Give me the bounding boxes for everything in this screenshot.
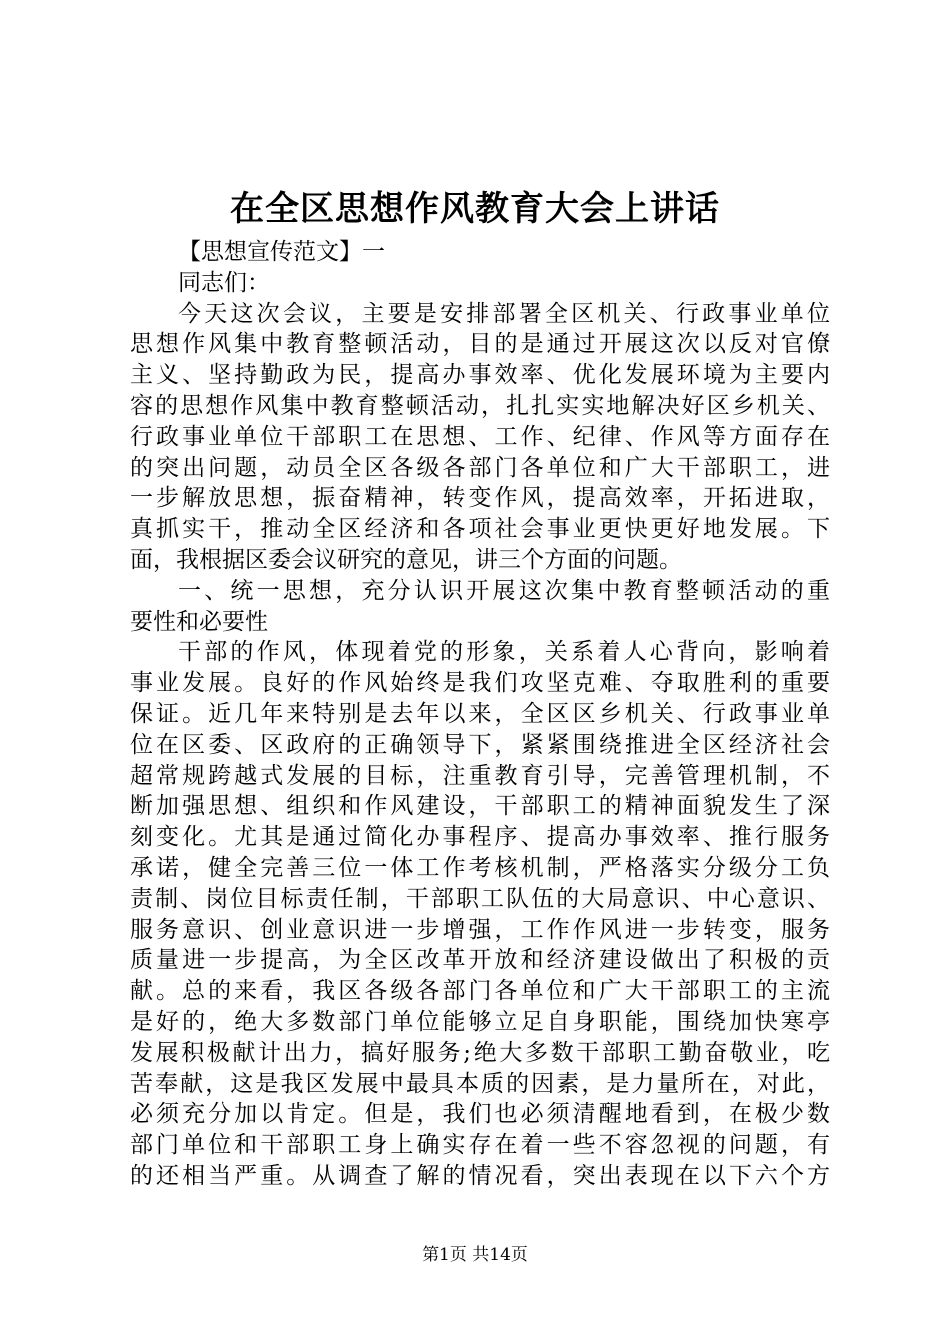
body-line: 超常规跨越式发展的目标，注重教育引导，完善管理机制，不: [130, 762, 830, 789]
body-line: 献。总的来看，我区各级各部门各单位和广大干部职工的主流: [130, 978, 830, 1005]
body-line: 的突出问题，动员全区各级各部门各单位和广大干部职工，进: [130, 454, 830, 481]
body-line: 行政事业单位干部职工在思想、工作、纪律、作风等方面存在: [130, 423, 830, 450]
body-line: 是好的，绝大多数部门单位能够立足自身职能，围绕加快寒亭: [130, 1008, 830, 1035]
body-line: 服务意识、创业意识进一步增强，工作作风进一步转变，服务: [130, 916, 830, 943]
body-line: 今天这次会议，主要是安排部署全区机关、行政事业单位: [178, 300, 830, 327]
body-line: 【思想宣传范文】一: [178, 239, 385, 265]
document-title: 在全区思想作风教育大会上讲话: [230, 189, 720, 229]
body-line: 主义、坚持勤政为民，提高办事效率、优化发展环境为主要内: [130, 362, 830, 389]
body-line: 保证。近几年来特别是去年以来，全区区乡机关、行政事业单: [130, 700, 830, 727]
body-line: 承诺，健全完善三位一体工作考核机制，严格落实分级分工负: [130, 854, 830, 881]
body-line: 面，我根据区委会议研究的意见，讲三个方面的问题。: [130, 546, 682, 573]
body-line: 质量进一步提高，为全区改革开放和经济建设做出了积极的贡: [130, 947, 830, 974]
body-line: 发展积极献计出力，搞好服务;绝大多数干部职工勤奋敬业，吃: [130, 1039, 830, 1066]
body-line: 一步解放思想，振奋精神，转变作风，提高效率，开拓进取，: [130, 485, 830, 512]
body-line: 真抓实干，推动全区经济和各项社会事业更快更好地发展。下: [130, 516, 830, 543]
body-line: 苦奉献，这是我区发展中最具本质的因素，是力量所在，对此，: [130, 1070, 830, 1097]
body-line: 责制、岗位目标责任制，干部职工队伍的大局意识、中心意识、: [130, 885, 830, 912]
body-line: 刻变化。尤其是通过简化办事程序、提高办事效率、推行服务: [130, 824, 830, 851]
body-line: 思想作风集中教育整顿活动，目的是通过开展这次以反对官僚: [130, 331, 830, 358]
document-body: [130, 237, 830, 1192]
body-line: 位在区委、区政府的正确领导下，紧紧围绕推进全区经济社会: [130, 731, 830, 758]
page-footer: 第1页 共14页: [422, 1245, 528, 1265]
body-line: 干部的作风，体现着党的形象，关系着人心背向，影响着: [178, 639, 830, 666]
body-line: 容的思想作风集中教育整顿活动，扎扎实实地解决好区乡机关、: [130, 392, 830, 419]
body-line: 要性和必要性: [130, 608, 268, 635]
body-line: 部门单位和干部职工身上确实存在着一些不容忽视的问题，有: [130, 1132, 830, 1159]
body-line: 同志们：: [178, 269, 270, 296]
body-line: 必须充分加以肯定。但是，我们也必须清醒地看到，在极少数: [130, 1101, 830, 1128]
body-line: 一、统一思想，充分认识开展这次集中教育整顿活动的重: [178, 577, 830, 604]
body-line: 的还相当严重。从调查了解的情况看，突出表现在以下六个方: [130, 1162, 830, 1189]
body-line: 事业发展。良好的作风始终是我们攻坚克难、夺取胜利的重要: [130, 670, 830, 697]
body-line: 断加强思想、组织和作风建设，干部职工的精神面貌发生了深: [130, 793, 830, 820]
